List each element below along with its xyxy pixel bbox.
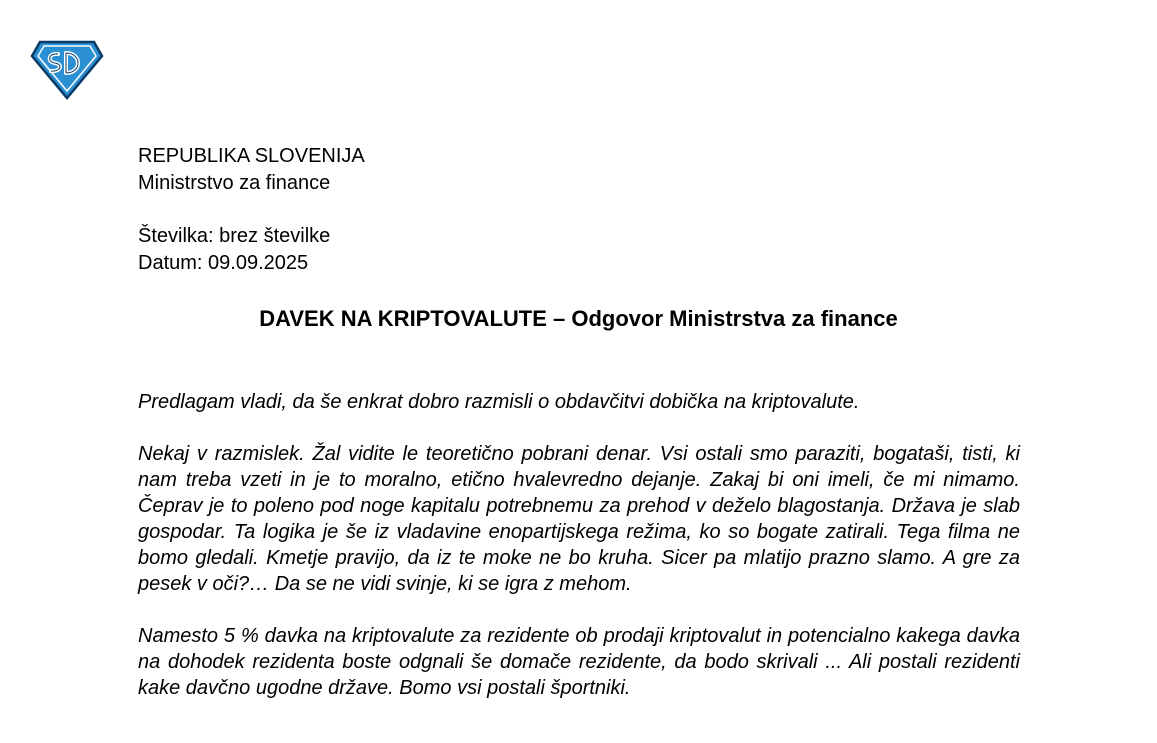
paragraph-2: Nekaj v razmislek. Žal vidite le teoretično pobrani denar. Vsi ostali smo paraziti, bogataši, tisti, ki nam treba vzeti in je to moralno, etično hvalevredno dejanje. Zakaj bi oni imeli, če mi nimamo. Čeprav je to poleno pod noge kapitalu potrebnemu za prehod v deželo blagostanja. Država je slab gospodar. Ta logika je še iz vladavine enopartijskega režima, ko so bogate zatirali. Tega filma ne bomo gledali. Kmetje pravijo, da iz te moke ne bo kruha. Sicer pa mlatijo prazno slamo. A gre za pesek v oči?… Da se ne vidi svinje, ki se igra z mehom. <box>138 443 1020 595</box>
paragraph-3: Namesto 5 % davka na kriptovalute za rezidente ob prodaji kriptovalut in potencialno kakega davka na dohodek rezidenta boste odgnali še domače rezidente, da bodo skrivali ... Ali postali rezidenti kake davčno ugodne države. Bomo vsi postali športniki. <box>138 625 1020 699</box>
document-body <box>138 389 1020 727</box>
document-number: Številka: brez številke <box>138 225 331 247</box>
document-title: DAVEK NA KRIPTOVALUTE – Odgovor Ministrstva za finance <box>259 306 898 331</box>
letterhead-country: REPUBLIKA SLOVENIJA <box>138 145 365 167</box>
paragraph-1: Predlagam vladi, da še enkrat dobro razmisli o obdavčitvi dobička na kriptovalute. <box>138 391 860 413</box>
document-date: Datum: 09.09.2025 <box>138 252 309 274</box>
document-meta <box>138 223 330 277</box>
letterhead <box>138 143 365 197</box>
sd-logo-icon <box>30 40 104 100</box>
letterhead-ministry: Ministrstvo za finance <box>138 172 331 194</box>
